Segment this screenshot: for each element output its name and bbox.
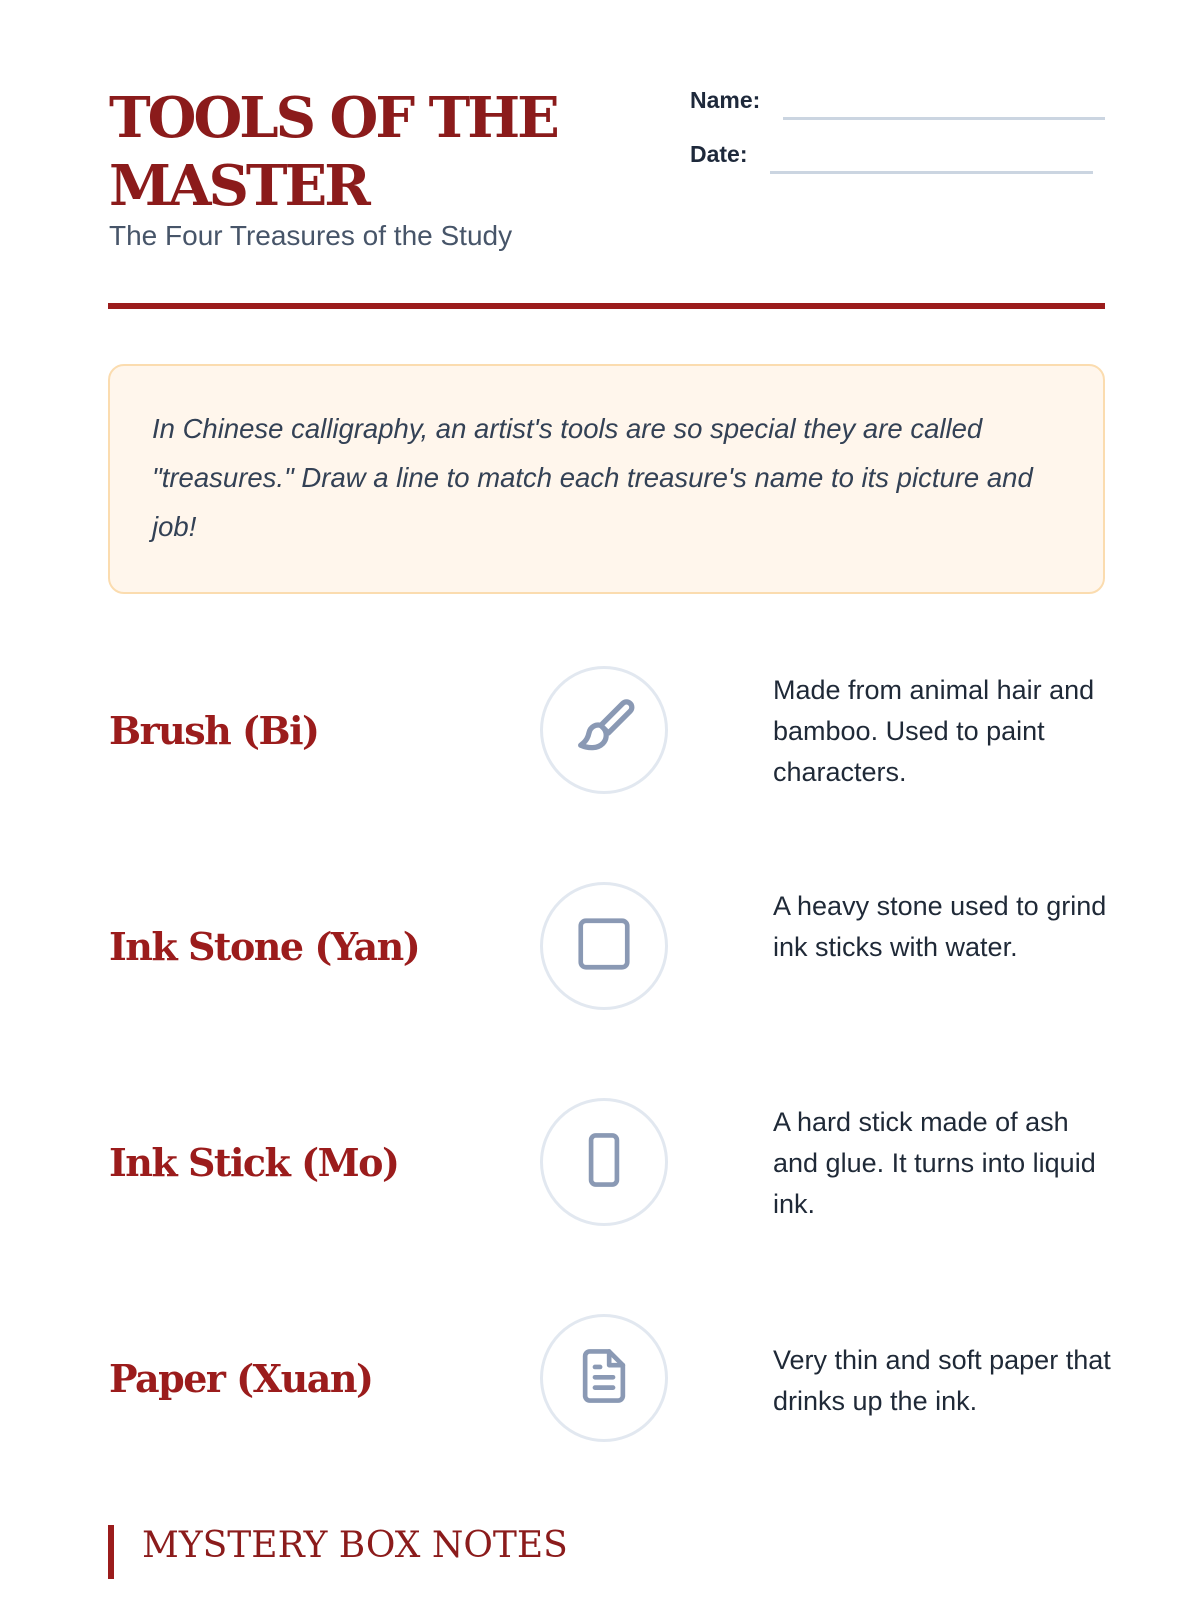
rectangle-icon	[573, 1129, 635, 1196]
brush-icon	[569, 693, 639, 768]
treasure-name[interactable]: Paper (Xuan)	[109, 1356, 373, 1401]
instructions-box	[108, 364, 1105, 594]
document-icon	[573, 1345, 635, 1412]
header-divider	[108, 303, 1105, 309]
page-title: TOOLS OF THE MASTER	[109, 85, 557, 219]
treasure-name[interactable]: Ink Stick (Mo)	[109, 1140, 399, 1185]
treasure-description[interactable]: Made from animal hair and bamboo. Used to paint characters.	[773, 675, 1095, 787]
date-label: Date:	[690, 141, 748, 167]
notes-accent-bar	[108, 1525, 114, 1579]
treasure-name[interactable]: Ink Stone (Yan)	[109, 924, 420, 969]
treasure-picture[interactable]	[540, 1314, 668, 1442]
treasure-picture[interactable]	[540, 882, 668, 1010]
name-label: Name:	[690, 87, 761, 113]
treasure-picture[interactable]	[540, 1098, 668, 1226]
treasure-description[interactable]: Very thin and soft paper that drinks up the ink.	[773, 1345, 1111, 1416]
square-icon	[573, 913, 635, 980]
treasure-name[interactable]: Brush (Bi)	[109, 708, 319, 753]
page-subtitle: The Four Treasures of the Study	[109, 220, 513, 251]
treasure-description[interactable]: A heavy stone used to grind ink sticks with water.	[773, 891, 1107, 962]
treasure-row-paper	[0, 1312, 1200, 1452]
name-field-line[interactable]	[783, 117, 1105, 120]
treasure-row-ink-stick	[0, 1096, 1200, 1236]
treasure-description[interactable]: A hard stick made of ash and glue. It turns into liquid ink.	[773, 1107, 1096, 1219]
treasure-row-ink-stone	[0, 880, 1200, 1020]
treasure-picture[interactable]	[540, 666, 668, 794]
notes-heading: MYSTERY BOX NOTES	[142, 1525, 568, 1566]
date-field-line[interactable]	[770, 171, 1093, 174]
instructions-text: In Chinese calligraphy, an artist's tools are so special they are called "treasures." Draw a line to match each treasure's name to its picture and job!	[152, 413, 1033, 542]
treasure-row-brush	[0, 664, 1200, 804]
